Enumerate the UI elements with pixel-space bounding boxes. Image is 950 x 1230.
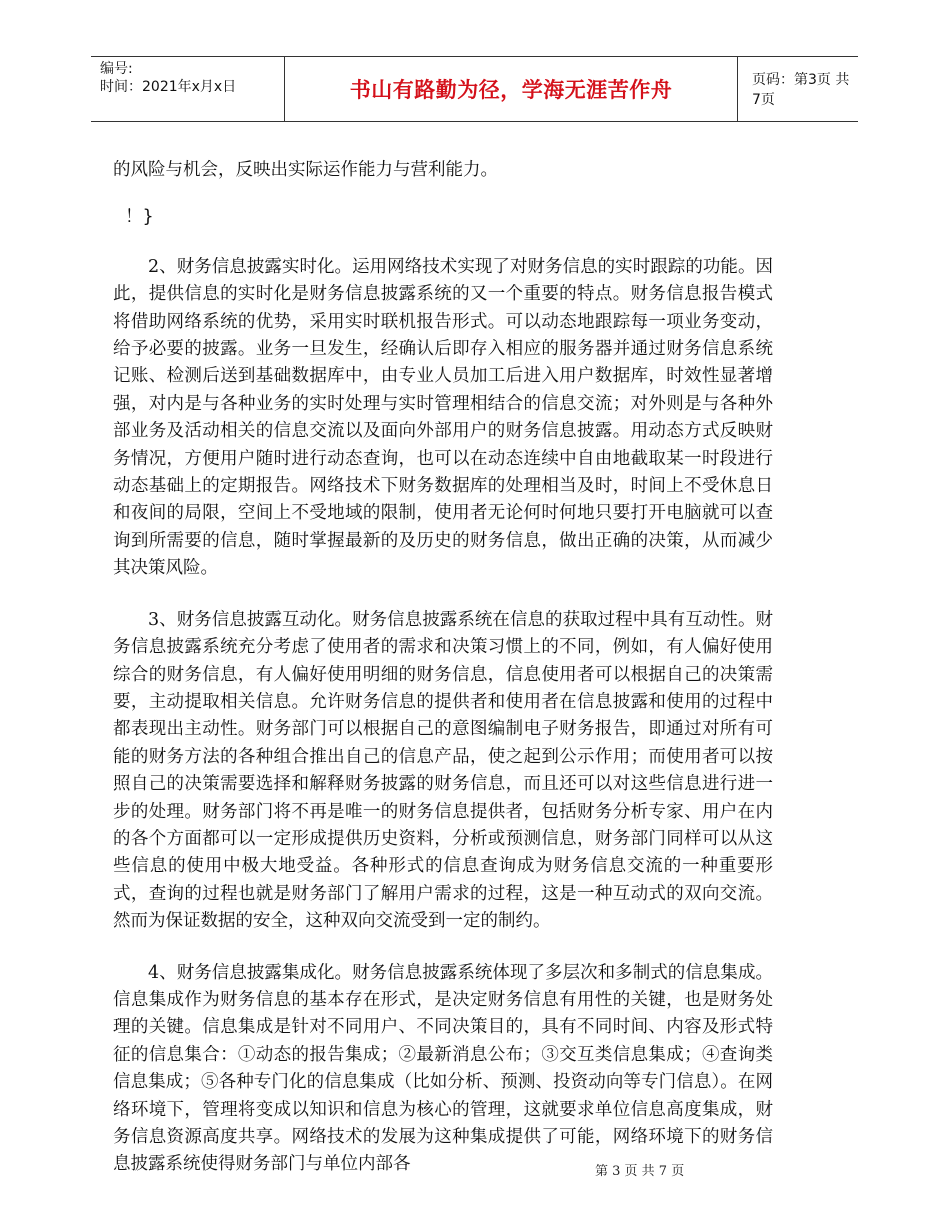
- header-meta: [91, 57, 285, 121]
- intro-paragraph: 的风险与机会，反映出实际运作能力与营利能力。: [113, 160, 498, 180]
- page-header: [91, 56, 858, 122]
- document-date: 时间：2021年x月x日: [100, 79, 237, 95]
- document-body: [113, 157, 773, 1203]
- paragraph-interactive: 3、财务信息披露互动化。财务信息披露系统在信息的获取过程中具有互动性。财务信息披露系统充分考虑了使用者的需求和决策习惯上的不同，例如，有人偏好使用综合的财务信息，有人偏好使用明细的财务信息，信息使用者可以根据自己的决策需要，主动提取相关信息。允许财务信息的提供者和使用者在信息披露和使用的过程中都表现出主动性。财务部门可以根据自己的意图编制电子财务报告，即通过对所有可能的财务方法的各种组合推出自己的信息产品，使之起到公示作用；而使用者可以按照自己的决策需要选择和解释财务披露的财务信息，而且还可以对这些信息进行进一步的处理。财务部门将不再是唯一的财务信息提供者，包括财务分析专家、用户在内的各个方面都可以一定形成提供历史资料，分析或预测信息，财务部门同样可以从这些信息的使用中极大地受益。各种形式的信息查询成为财务信息交流的一种重要形式，查询的过程也就是财务部门了解用户需求的过程，这是一种互动式的双向交流。然而为保证数据的安全，这种双向交流受到一定的制约。: [113, 609, 773, 932]
- header-page-info: 页码：第3页 共7页: [752, 72, 850, 108]
- page-footer: 第 3 页 共 7 页: [595, 1164, 685, 1179]
- paragraph-integration: 4、财务信息披露集成化。财务信息披露系统体现了多层次和多制式的信息集成。信息集成作为财务信息的基本存在形式，是决定财务信息有用性的关键，也是财务处理的关键。信息集成是针对不同用户、不同决策目的，具有不同时间、内容及形式特征的信息集合：①动态的报告集成；②最新消息公布；③交互类信息集成；④查询类信息集成；⑤各种专门化的信息集成（比如分析、预测、投资动向等专门信息）。在网络环境下，管理将变成以知识和信息为核心的管理，这就要求单位信息高度集成，财务信息资源高度共享。网络技术的发展为这种集成提供了可能，网络环境下的财务信息披露系统使得财务部门与单位内部各: [113, 962, 773, 1175]
- document-number-label: 编号:: [100, 61, 133, 77]
- header-motto: 书山有路勤为径，学海无涯苦作舟: [285, 57, 738, 121]
- stray-mark: ！}: [125, 207, 154, 228]
- paragraph-realtime: 2、财务信息披露实时化。运用网络技术实现了对财务信息的实时跟踪的功能。因此，提供信息的实时化是财务信息披露系统的又一个重要的特点。财务信息报告模式将借助网络系统的优势，采用实时联机报告形式。可以动态地跟踪每一项业务变动，给予必要的披露。业务一旦发生，经确认后即存入相应的服务器并通过财务信息系统记账、检测后送到基础数据库中，由专业人员加工后进入用户数据库，时效性显著增强，对内是与各种业务的实时处理与实时管理相结合的信息交流；对外则是与各种外部业务及活动相关的信息交流以及面向外部用户的财务信息披露。用动态方式反映财务情况，方便用户随时进行动态查询，也可以在动态连续中自由地截取某一时段进行动态基础上的定期报告。网络技术下财务数据库的处理相当及时，时间上不受休息日和夜间的局限，空间上不受地域的限制，使用者无论何时何地只要打开电脑就可以查询到所需要的信息，随时掌握最新的及历史的财务信息，做出正确的决策，从而减少其决策风险。: [113, 256, 773, 579]
